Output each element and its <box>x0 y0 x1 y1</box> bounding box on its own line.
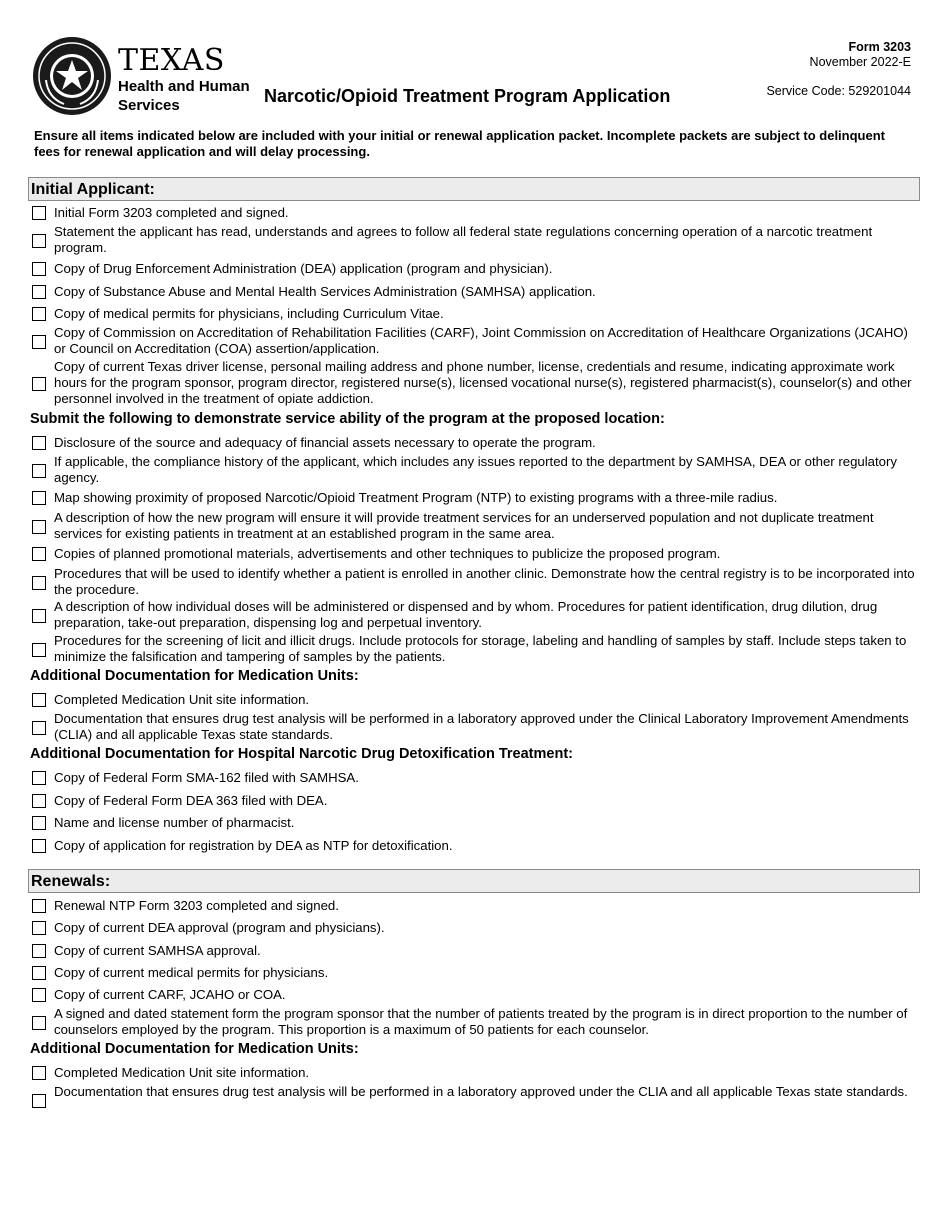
checklist-item-text: Copy of Federal Form DEA 363 filed with DEA. <box>54 793 328 808</box>
checkbox[interactable] <box>32 234 46 248</box>
checklist-item-text: Procedures that will be used to identify whether a patient is enrolled in another clinic. Demonstrate how the central registry is to be incorporated into the procedure. <box>54 566 915 597</box>
checkbox[interactable] <box>32 576 46 590</box>
checklist-item-text: Renewal NTP Form 3203 completed and signed. <box>54 898 339 913</box>
checkbox[interactable] <box>32 285 46 299</box>
service-code: Service Code: 529201044 <box>766 84 911 98</box>
checklist-item-text: Name and license number of pharmacist. <box>54 815 295 830</box>
checklist-item-text: Statement the applicant has read, understands and agrees to follow all federal state regulations concerning operation of a narcotic treatment program. <box>54 224 873 255</box>
checkbox[interactable] <box>32 206 46 220</box>
checklist-item-text: Map showing proximity of proposed Narcotic/Opioid Treatment Program (NTP) to existing programs with a three-mile radius. <box>54 490 778 505</box>
checkbox[interactable] <box>32 609 46 623</box>
checklist-item-text: Completed Medication Unit site information. <box>54 692 310 707</box>
checkbox[interactable] <box>32 464 46 478</box>
checkbox[interactable] <box>32 1016 46 1030</box>
checklist-item-text: Copy of Substance Abuse and Mental Health Services Administration (SAMHSA) application. <box>54 284 596 299</box>
checklist-item-text: If applicable, the compliance history of the applicant, which includes any issues reported to the department by SAMHSA, DEA or other regulatory agency. <box>54 454 897 485</box>
checklist-item-text: Completed Medication Unit site information. <box>54 1065 310 1080</box>
org-line-3: Services <box>118 97 180 114</box>
checkbox[interactable] <box>32 307 46 321</box>
checklist-item-text: Copy of current DEA approval (program and physicians). <box>54 920 385 935</box>
section-initial-applicant: Initial Applicant: <box>28 177 920 201</box>
checkbox[interactable] <box>32 839 46 853</box>
checkbox[interactable] <box>32 436 46 450</box>
org-line-2: Health and Human <box>118 78 250 95</box>
checkbox[interactable] <box>32 944 46 958</box>
checkbox[interactable] <box>32 816 46 830</box>
checkbox[interactable] <box>32 262 46 276</box>
checklist-item-text: Copy of application for registration by DEA as NTP for detoxification. <box>54 838 453 853</box>
form-number: Form 3203 <box>848 40 911 54</box>
checkbox[interactable] <box>32 377 46 391</box>
checkbox[interactable] <box>32 547 46 561</box>
subheading-hospital-detox: Additional Documentation for Hospital Narcotic Drug Detoxification Treatment: <box>30 746 573 762</box>
checkbox[interactable] <box>32 491 46 505</box>
checkbox[interactable] <box>32 771 46 785</box>
checklist-item-text: Documentation that ensures drug test analysis will be performed in a laboratory approved under the Clinical Laboratory Improvement Amendments (CLIA) and all applicable Texas state standards. <box>54 711 909 742</box>
checklist-item-text: Copies of planned promotional materials, advertisements and other techniques to publicize the proposed program. <box>54 546 721 561</box>
checklist-item-text: Copy of Commission on Accreditation of Rehabilitation Facilities (CARF), Joint Commission on Accreditation of Healthcare Organizations (JCAHO) or Council on Accreditation (COA) assertion/application. <box>54 325 908 356</box>
checklist-item-text: Initial Form 3203 completed and signed. <box>54 205 289 220</box>
subheading-service-ability: Submit the following to demonstrate service ability of the program at the proposed location: <box>30 411 665 427</box>
checkbox[interactable] <box>32 794 46 808</box>
checklist-item-text: Copy of current medical permits for physicians. <box>54 965 329 980</box>
form-date: November 2022-E <box>809 55 911 69</box>
checkbox[interactable] <box>32 520 46 534</box>
checklist-item-text: Copy of current CARF, JCAHO or COA. <box>54 987 286 1002</box>
intro-instructions: Ensure all items indicated below are included with your initial or renewal application packet. Incomplete packets are subject to delinquent fees for renewal application and will delay processing. <box>34 128 885 159</box>
checklist-item-text: Copy of Drug Enforcement Administration (DEA) application (program and physician). <box>54 261 553 276</box>
org-line-1: TEXAS <box>118 43 225 78</box>
checkbox[interactable] <box>32 921 46 935</box>
checkbox[interactable] <box>32 899 46 913</box>
checklist-item-text: Copy of medical permits for physicians, including Curriculum Vitae. <box>54 306 444 321</box>
checklist-item-text: Copy of current Texas driver license, personal mailing address and phone number, license, credentials and resume, indicating approximate work hours for the program sponsor, program director, registered nurse(s), licensed vocational nurse(s), registered pharmacist(s), counselor(s) and other personnel involved in the treatment of opiate addiction. <box>54 359 912 406</box>
checkbox[interactable] <box>32 643 46 657</box>
checkbox[interactable] <box>32 693 46 707</box>
page-title: Narcotic/Opioid Treatment Program Application <box>264 86 671 106</box>
checkbox[interactable] <box>32 335 46 349</box>
checklist-item-text: Copy of Federal Form SMA-162 filed with SAMHSA. <box>54 770 359 785</box>
org-name <box>118 43 250 114</box>
texas-hhs-seal-icon <box>32 36 112 116</box>
checklist-item-text: A description of how individual doses will be administered or dispensed and by whom. Procedures for patient identification, drug dilution, drug preparation, take-out preparation, dispensing log and perpetual inventory. <box>54 599 878 630</box>
checklist-item-text: A signed and dated statement form the program sponsor that the number of patients treated by the program is in direct proportion to the number of counselors employed by the program. This proportion is a maximum of 50 patients for each counselor. <box>54 1006 908 1037</box>
subheading-renewal-medication-units: Additional Documentation for Medication Units: <box>30 1041 359 1057</box>
checkbox[interactable] <box>32 988 46 1002</box>
subheading-medication-units: Additional Documentation for Medication Units: <box>30 668 359 684</box>
checklist-item-text: Copy of current SAMHSA approval. <box>54 943 261 958</box>
checkbox[interactable] <box>32 721 46 735</box>
checkbox[interactable] <box>32 1066 46 1080</box>
checkbox[interactable] <box>32 966 46 980</box>
checklist-item-text: Documentation that ensures drug test analysis will be performed in a laboratory approved under the CLIA and all applicable Texas state standards. <box>54 1084 908 1099</box>
checklist-item-text: Disclosure of the source and adequacy of financial assets necessary to operate the program. <box>54 435 596 450</box>
checkbox[interactable] <box>32 1094 46 1108</box>
page-header <box>0 0 950 125</box>
form-id <box>810 40 911 70</box>
section-renewals: Renewals: <box>28 869 920 893</box>
checklist-item-text: Procedures for the screening of licit and illicit drugs. Include protocols for storage, labeling and handling of samples by staff. Include steps taken to minimize the falsification and tampering of samples by the patients. <box>54 633 907 664</box>
checklist-item-text: A description of how the new program will ensure it will provide treatment services for an underserved population and not duplicate treatment services for existing patients in treatment at an established program in the same area. <box>54 510 874 541</box>
